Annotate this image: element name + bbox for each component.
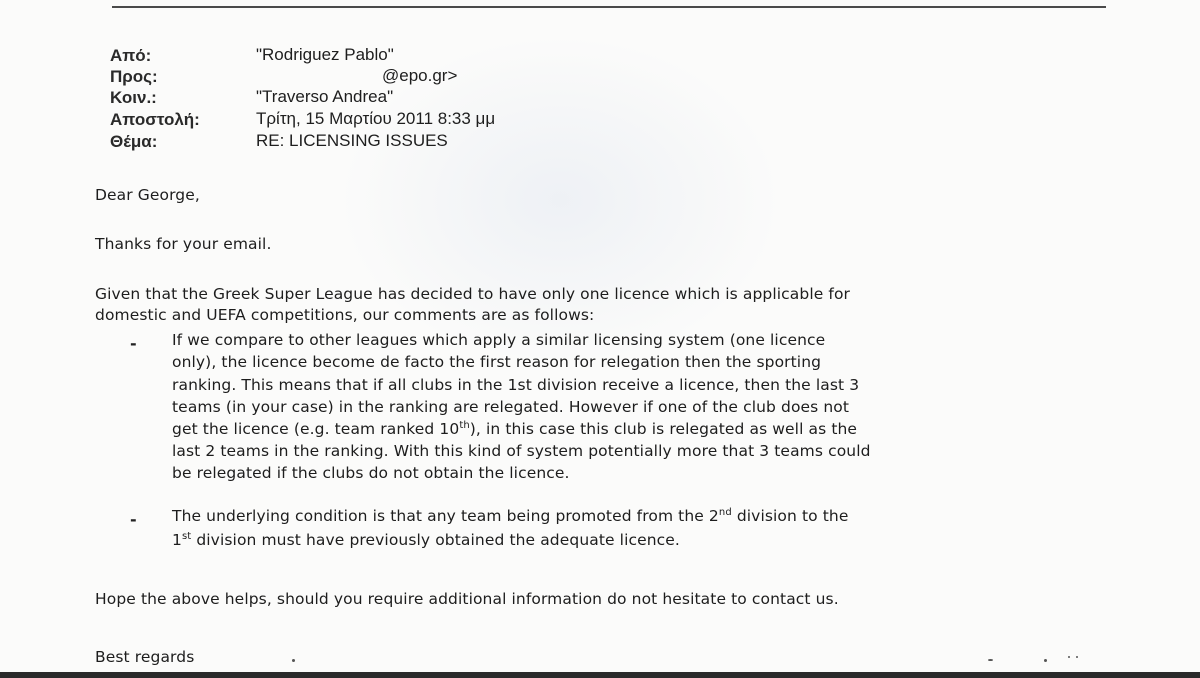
bullet-2-line-2: 1st division must have previously obtained the adequate licence. bbox=[172, 530, 680, 549]
greeting: Dear George, bbox=[95, 186, 200, 204]
bullet-1-line-3: ranking. This means that if all clubs in the 1st division receive a licence, then the last 3 bbox=[172, 376, 860, 394]
bullet-1-line-5: get the licence (e.g. team ranked 10th), in this case this club is relegated as well as the bbox=[172, 419, 858, 438]
scan-speck bbox=[1076, 656, 1078, 658]
scan-speck bbox=[1044, 659, 1047, 662]
bottom-rule bbox=[0, 672, 1200, 678]
bullet-1-line-7: be relegated if the clubs do not obtain the licence. bbox=[172, 464, 570, 482]
intro-line-2: domestic and UEFA competitions, our comments are as follows: bbox=[95, 306, 595, 324]
from-label: Από: bbox=[110, 46, 152, 65]
sent-value: Τρίτη, 15 Μαρτίου 2011 8:33 μμ bbox=[256, 109, 496, 128]
sent-label: Αποστολή: bbox=[110, 110, 200, 129]
from-value: "Rodriguez Pablo" bbox=[256, 45, 394, 64]
top-rule bbox=[112, 6, 1106, 8]
scan-speck bbox=[292, 659, 295, 662]
scan-speck bbox=[1068, 656, 1070, 658]
to-value: @epo.gr> bbox=[382, 66, 458, 85]
bullet-2-line-1: The underlying condition is that any team being promoted from the 2nd division to the bbox=[172, 506, 849, 525]
scan-speck bbox=[988, 659, 993, 661]
cc-value: "Traverso Andrea" bbox=[256, 87, 394, 106]
subject-value: RE: LICENSING ISSUES bbox=[256, 131, 448, 150]
bullet-1-line-6: last 2 teams in the ranking. With this kind of system potentially more that 3 teams could bbox=[172, 442, 871, 460]
thanks-line: Thanks for your email. bbox=[95, 235, 272, 253]
signoff: Best regards bbox=[95, 648, 195, 666]
cc-label: Κοιν.: bbox=[110, 88, 157, 107]
bullet-1-line-1: If we compare to other leagues which apply a similar licensing system (one licence bbox=[172, 331, 826, 349]
closing-line: Hope the above helps, should you require additional information do not hesitate to contact us. bbox=[95, 590, 839, 608]
bullet-1-line-2: only), the licence become de facto the first reason for relegation then the sporting bbox=[172, 353, 822, 371]
to-label: Προς: bbox=[110, 67, 158, 86]
bullet-1-line-4: teams (in your case) in the ranking are relegated. However if one of the club does not bbox=[172, 398, 850, 416]
bullet-dash: - bbox=[130, 510, 137, 529]
intro-line-1: Given that the Greek Super League has decided to have only one licence which is applicable for bbox=[95, 285, 851, 303]
subject-label: Θέμα: bbox=[110, 132, 158, 151]
bullet-dash: - bbox=[130, 334, 137, 353]
